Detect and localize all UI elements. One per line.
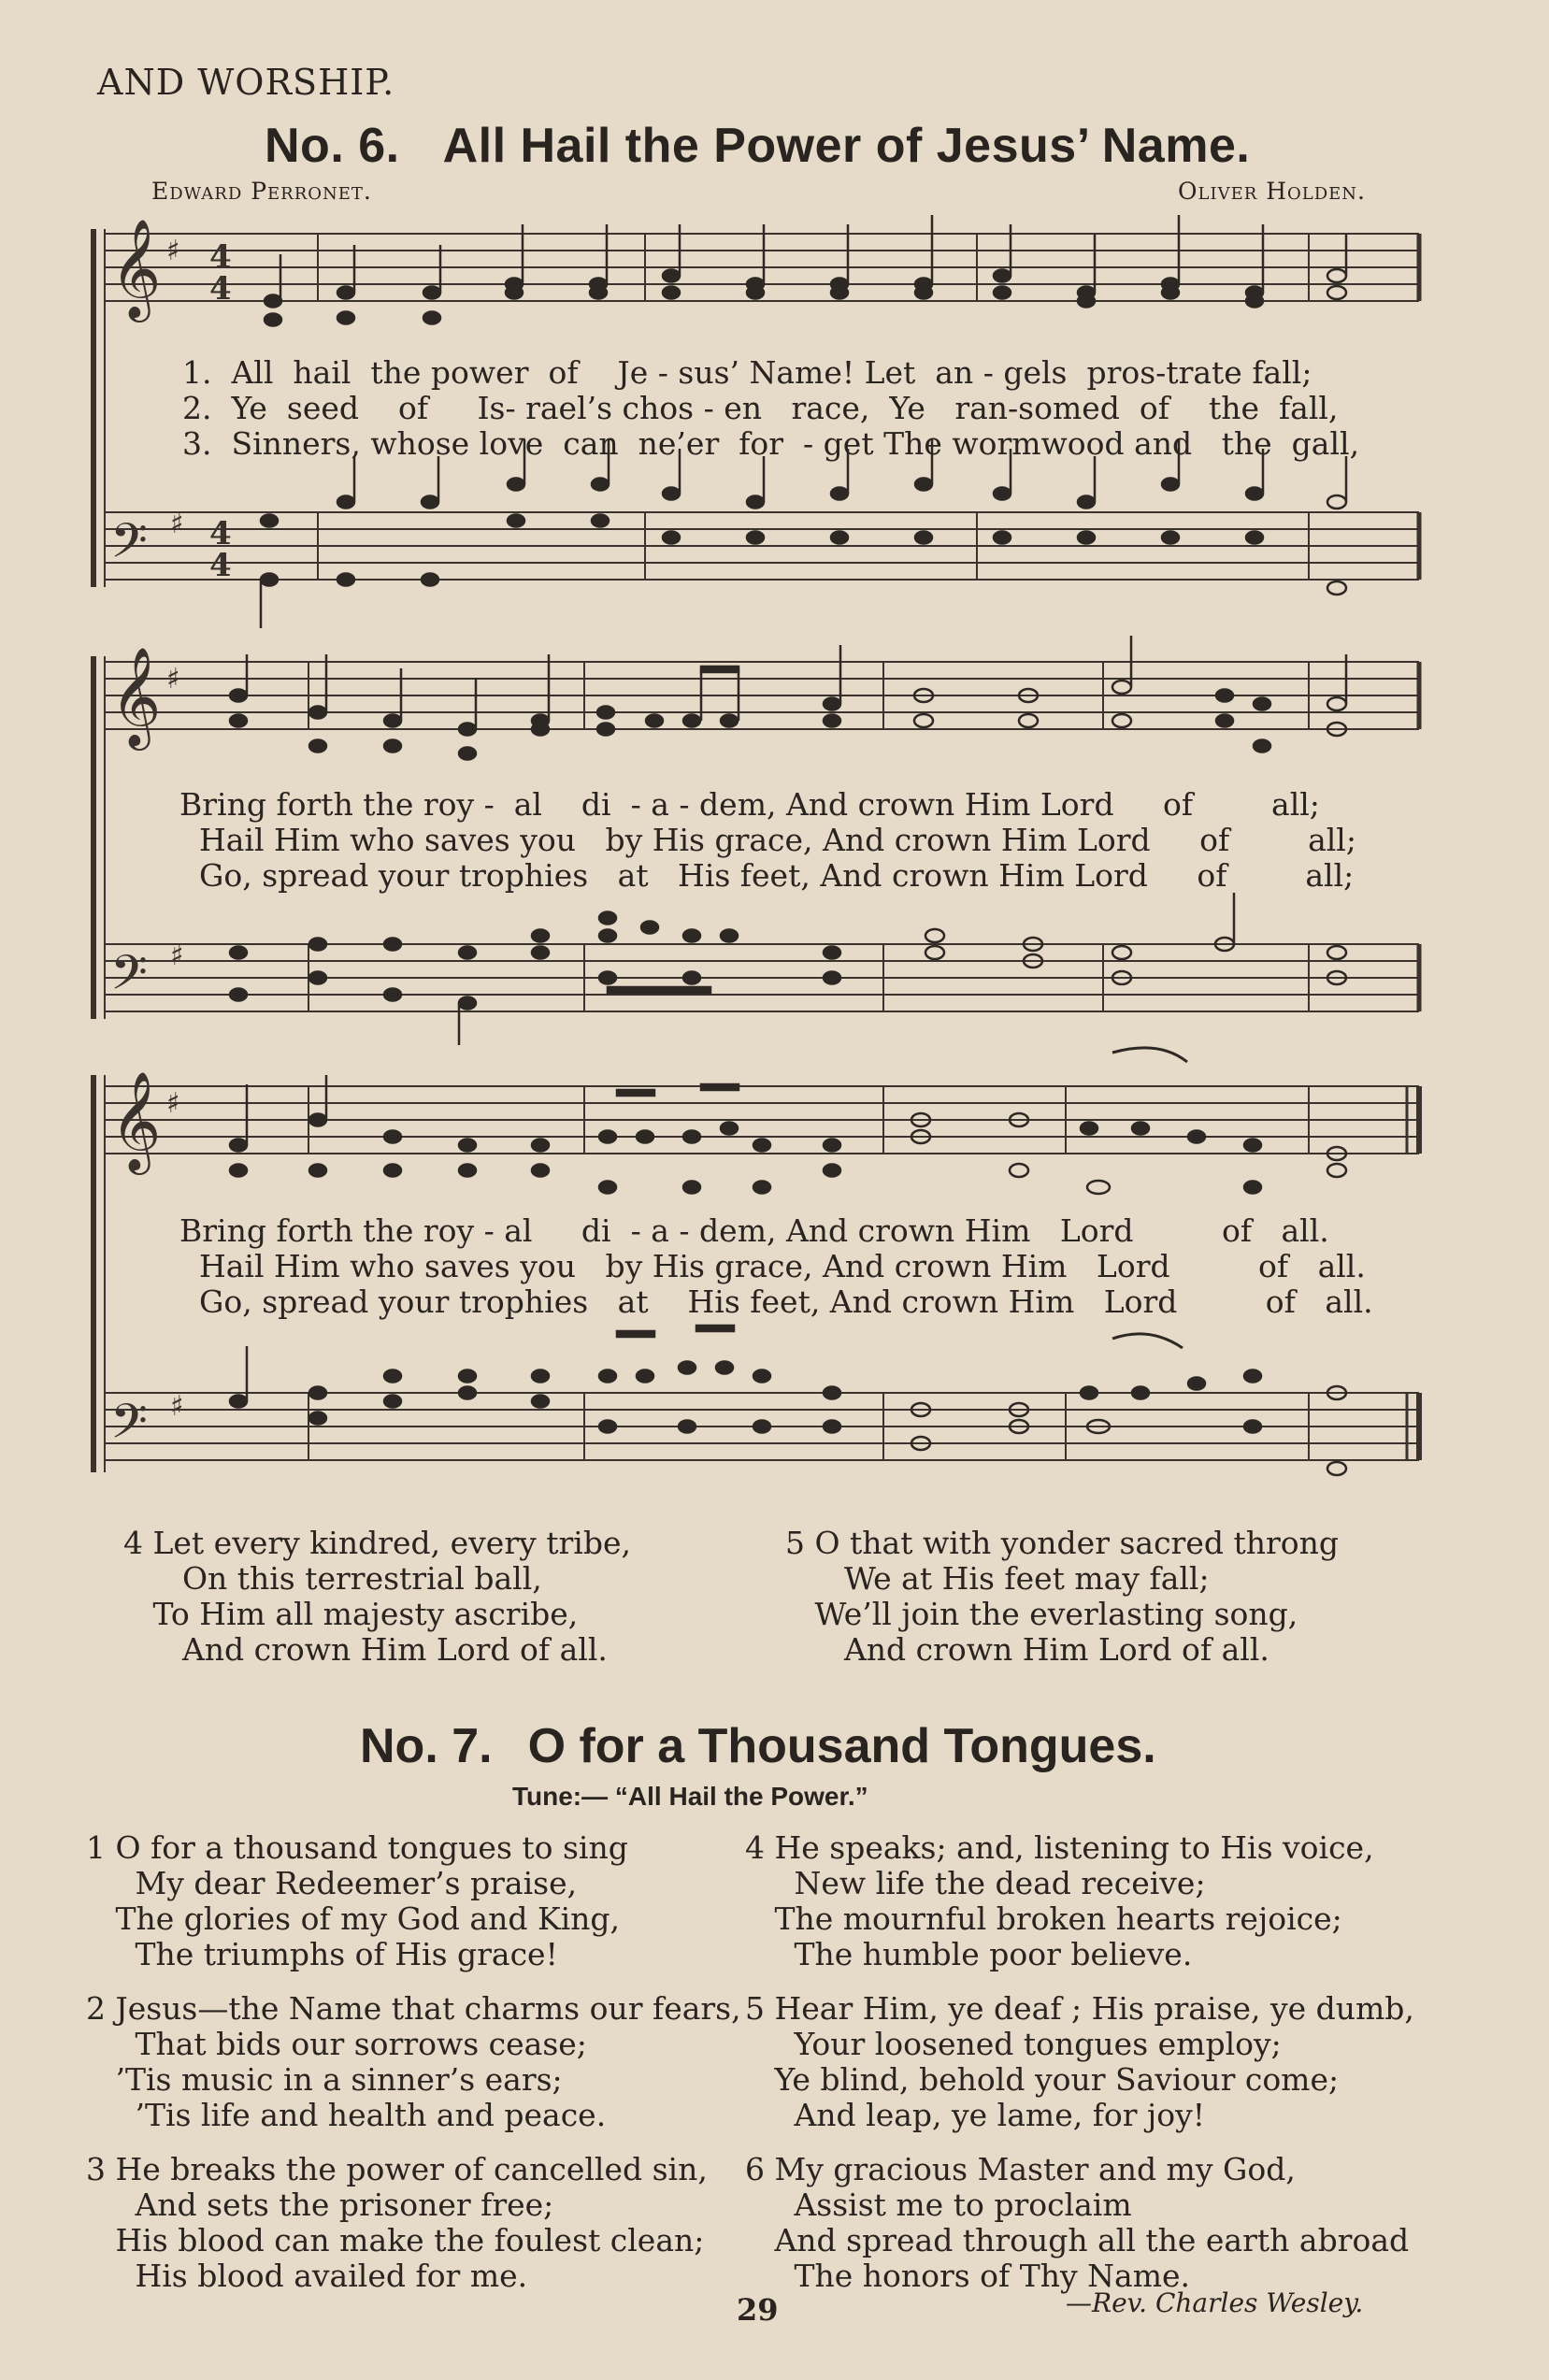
sharp-icon: ♯ xyxy=(166,663,180,695)
bass-clef-icon: 𝄢 xyxy=(110,944,148,1012)
system-2-lyrics: Bring forth the roy - al di - a - dem, And crown Him Lord of all; Hail Him who saves you by His grace, And crown Him Lord of all; Go, spread your trophies at His feet, And crown Him Lord of all; xyxy=(179,786,1356,894)
hymn-7-title-text: O for a Thousand Tongues. xyxy=(527,1719,1156,1773)
sharp-icon: ♯ xyxy=(170,508,184,540)
bass-clef-icon: 𝄢 xyxy=(110,512,148,581)
treble-clef-icon: 𝄞 xyxy=(110,1070,162,1170)
hymn-7-stanza-3: 3 He breaks the power of cancelled sin, And sets the prisoner free; His blood can make the foulest clean; His blood availed for me. xyxy=(86,2151,708,2294)
sharp-icon: ♯ xyxy=(170,1390,184,1423)
hymn-7-attribution: —Rev. Charles Wesley. xyxy=(1066,2287,1364,2318)
hymn-7-number: No. 7. xyxy=(360,1719,493,1773)
sharp-icon: ♯ xyxy=(170,939,184,972)
hymn-7-stanza-2: 2 Jesus—the Name that charms our fears, That bids our sorrows cease; ’Tis music in a sinner’s ears; ’Tis life and health and peace. xyxy=(86,1990,741,2133)
treble-clef-icon: 𝄞 xyxy=(110,646,162,746)
system-1-lyrics: 1. All hail the power of Je - sus’ Name! Let an - gels pros-trate fall; 2. Ye seed of Is- rael’s chos - en race, Ye ran-somed of the fall, 3. Sinners, whose love can ne’er for - get The wormwood and the gall, xyxy=(182,354,1360,462)
hymn-7-tune: Tune:— “All Hail the Power.” xyxy=(512,1782,868,1811)
hymn-6-composer: Oliver Holden. xyxy=(1178,178,1366,205)
svg-text:4: 4 xyxy=(209,238,232,276)
svg-text:4: 4 xyxy=(209,270,232,308)
hymn-7-title xyxy=(360,1718,1156,1774)
hymn-7-stanza-6: 6 My gracious Master and my God, Assist me to proclaim And spread through all the earth abroad The honors of Thy Name. xyxy=(745,2151,1410,2294)
hymn-6-number: No. 6. xyxy=(265,119,400,173)
treble-clef-icon: 𝄞 xyxy=(110,218,162,318)
hymn-7-stanza-5: 5 Hear Him, ye deaf ; His praise, ye dumb, Your loosened tongues employ; Ye blind, behold your Saviour come; And leap, ye lame, for joy! xyxy=(745,1990,1414,2133)
hymn-7-stanza-4: 4 He speaks; and, listening to His voice, New life the dead receive; The mournful broken hearts rejoice; The humble poor believe. xyxy=(745,1829,1374,1972)
hymn-7-stanza-1: 1 O for a thousand tongues to sing My dear Redeemer’s praise, The glories of my God and King, The triumphs of His grace! xyxy=(86,1829,628,1972)
system-3-lyrics: Bring forth the roy - al di - a - dem, And crown Him Lord of all. Hail Him who saves you by His grace, And crown Him Lord of all. Go, spread your trophies at His feet, And crown Him Lord of all. xyxy=(179,1212,1373,1320)
sharp-icon: ♯ xyxy=(166,1087,180,1120)
svg-text:4: 4 xyxy=(209,515,232,552)
section-header: AND WORSHIP. xyxy=(97,62,395,103)
hymn-6-lyricist: Edward Perronet. xyxy=(151,178,372,205)
hymn-6-verse-4: 4 Let every kindred, every tribe, On this terrestrial ball, To Him all majesty ascribe, And crown Him Lord of all. xyxy=(123,1525,631,1668)
hymn-6-verse-5: 5 O that with yonder sacred throng We at His feet may fall; We’ll join the everlasting song, And crown Him Lord of all. xyxy=(785,1525,1340,1668)
page-number: 29 xyxy=(737,2292,779,2328)
hymn-6-title-text: All Hail the Power of Jesus’ Name. xyxy=(442,119,1251,173)
svg-text:4: 4 xyxy=(209,547,232,584)
sharp-icon: ♯ xyxy=(166,235,180,267)
bass-clef-icon: 𝄢 xyxy=(110,1393,148,1461)
